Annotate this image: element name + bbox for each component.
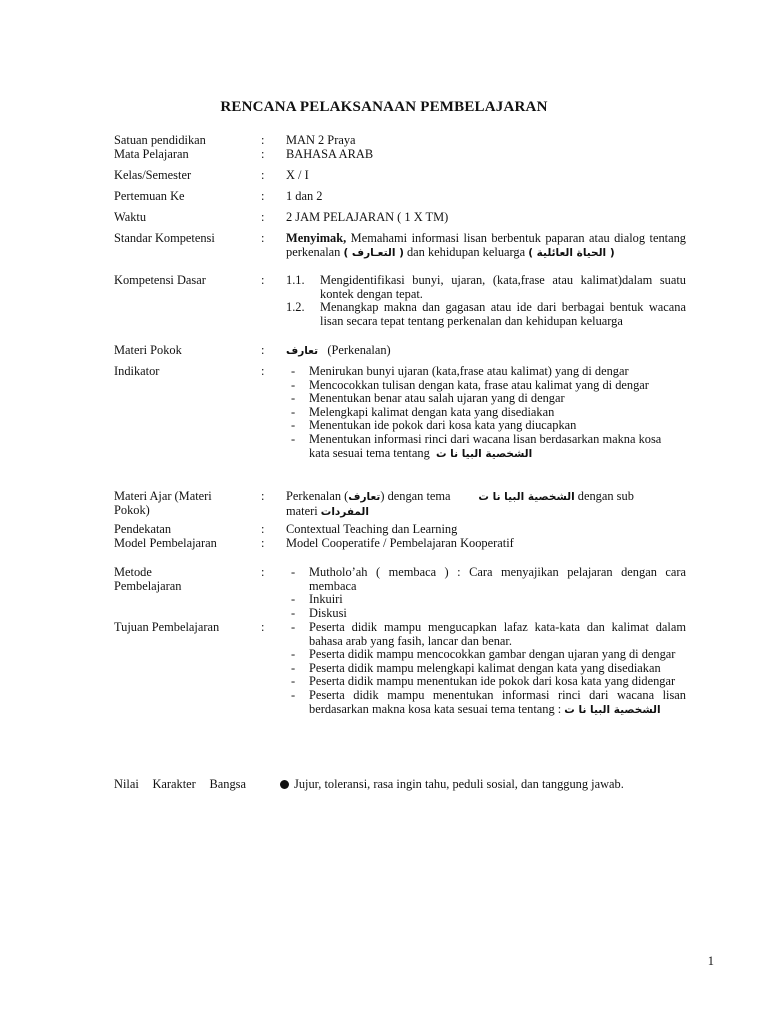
colon: :	[261, 231, 265, 245]
colon: :	[261, 210, 265, 224]
label-kompetensi-dasar: Kompetensi Dasar	[114, 273, 206, 287]
indikator-arabic: الشخصية البيا نا ت	[435, 447, 533, 460]
list-item: - Peserta didik mampu menentukan ide pokok dari kosa kata yang didengar	[291, 674, 676, 689]
colon: :	[261, 273, 265, 287]
label-indikator: Indikator	[114, 364, 160, 378]
list-item: - Menentukan ide pokok dari kosa kata yang diucapkan	[291, 418, 577, 433]
value-satuan-pendidikan: MAN 2 Praya	[286, 133, 356, 147]
label-pendekatan: Pendekatan	[114, 522, 172, 536]
colon: :	[261, 168, 265, 182]
value-pendekatan: Contextual Teaching dan Learning	[286, 522, 458, 536]
value-waktu: 2 JAM PELAJARAN ( 1 X TM)	[286, 210, 449, 224]
colon: :	[261, 565, 265, 579]
list-item: - Menirukan bunyi ujaran (kata,frase atau kalimat) yang di dengar	[291, 364, 629, 378]
value-mata-pelajaran: BAHASA ARAB	[286, 147, 374, 161]
list-item: - Menentukan informasi rinci dari wacana lisan berdasarkan makna kosa kata sesuai tema tentang الشخصية البيا نا ت	[291, 431, 662, 460]
value-model-pembelajaran: Model Cooperatife / Pembelajaran Kooperatif	[286, 536, 514, 550]
colon: :	[261, 189, 265, 203]
value-materi-ajar: Perkenalan (تعارف) dengan tema الشخصية البيا نا ت dengan sub materi المفردات	[286, 489, 634, 518]
value-kelas-semester: X / I	[286, 168, 309, 182]
page-number: 1	[707, 954, 714, 968]
value-standar-kompetensi	[286, 232, 686, 260]
list-item: - Mutholo’ah ( membaca ) : Cara menyajikan pelajaran dengan cara membaca	[291, 565, 686, 593]
list-item: - Peserta didik mampu mencocokkan gambar dengan ujaran yang di dengar	[291, 647, 676, 662]
label-nilai-karakter: Nilai Karakter Bangsa	[114, 777, 246, 791]
indikator-list	[286, 365, 671, 461]
label-pertemuan: Pertemuan Ke	[114, 189, 185, 203]
materi-pokok-text: (Perkenalan)	[327, 343, 391, 357]
tujuan-list	[286, 621, 686, 717]
sk-text-1: Memahami informasi lisan berbentuk paparan atau dialog tentang perkenalan	[286, 231, 686, 259]
sk-text-2: dan kehidupan keluarga	[403, 244, 529, 259]
label-mata-pelajaran: Mata Pelajaran	[114, 147, 189, 161]
value-kompetensi-dasar	[286, 274, 686, 328]
tujuan-arabic: الشخصية البيا نا ت	[564, 703, 661, 716]
colon: :	[261, 536, 265, 550]
label-materi-ajar: Materi Ajar (Materi Pokok)	[114, 489, 212, 517]
label-satuan-pendidikan: Satuan pendidikan	[114, 133, 206, 147]
colon: :	[261, 620, 265, 634]
kd-list	[286, 274, 686, 328]
label-materi-pokok: Materi Pokok	[114, 343, 182, 357]
colon: :	[261, 364, 265, 378]
label-metode: Metode Pembelajaran	[114, 565, 182, 593]
document-title: RENCANA PELAKSANAAN PEMBELAJARAN	[220, 99, 548, 115]
metode-list	[286, 566, 686, 620]
colon: :	[261, 343, 265, 357]
list-item: - Peserta didik mampu melengkapi kalimat dengan kata yang disediakan	[291, 660, 661, 675]
list-item: - Peserta didik mampu menentukan informasi rinci dari wacana lisan berdasarkan makna kosa kata sesuai tema tentang : الشخصية البيا نا ت	[291, 687, 686, 716]
list-item: - Peserta didik mampu mengucapkan lafaz kata-kata dan kalimat dalam bahasa arab yang fasih, lancar dan benar.	[291, 620, 686, 648]
value-metode	[286, 566, 686, 620]
label-tujuan: Tujuan Pembelajaran	[114, 620, 220, 634]
colon: :	[261, 133, 265, 147]
list-item: - Inkuiri	[291, 592, 343, 607]
list-item: - Mencocokkan tulisan dengan kata, frase atau kalimat yang di dengar	[291, 377, 649, 392]
value-pertemuan: 1 dan 2	[286, 189, 323, 203]
list-item: - Menentukan benar atau salah ujaran yang di dengar	[291, 391, 565, 406]
list-item: - Diskusi	[291, 605, 347, 620]
label-waktu: Waktu	[114, 210, 147, 224]
label-kelas-semester: Kelas/Semester	[114, 168, 192, 182]
value-nilai-karakter: Jujur, toleransi, rasa ingin tahu, peduli sosial, dan tanggung jawab.	[294, 777, 624, 791]
colon: :	[261, 522, 265, 536]
label-model-pembelajaran: Model Pembelajaran	[114, 536, 217, 550]
sk-bold-lead: Menyimak,	[286, 231, 347, 245]
bullet-icon	[280, 778, 292, 792]
materi-pokok-arabic: تعارف	[286, 345, 319, 357]
value-indikator	[286, 365, 671, 461]
value-materi-pokok	[286, 344, 686, 359]
list-item: 1.2. Menangkap makna dan gagasan atau ide dari berbagai bentuk wacana lisan secara tepat tentang perkenalan dan kehidupan keluarga	[286, 300, 686, 328]
list-item: 1.1. Mengidentifikasi bunyi, ujaran, (kata,frase atau kalimat)dalam suatu kontek dengan tepat.	[286, 273, 686, 301]
value-tujuan	[286, 621, 686, 717]
sk-arabic-hayah: ( الحياة العائلية )	[528, 246, 615, 259]
colon: :	[261, 489, 265, 503]
label-standar-kompetensi: Standar Kompetensi	[114, 231, 215, 245]
list-item: - Melengkapi kalimat dengan kata yang disediakan	[291, 404, 555, 419]
colon: :	[261, 147, 265, 161]
sk-arabic-taaruf: ( التعـارف )	[343, 246, 404, 259]
